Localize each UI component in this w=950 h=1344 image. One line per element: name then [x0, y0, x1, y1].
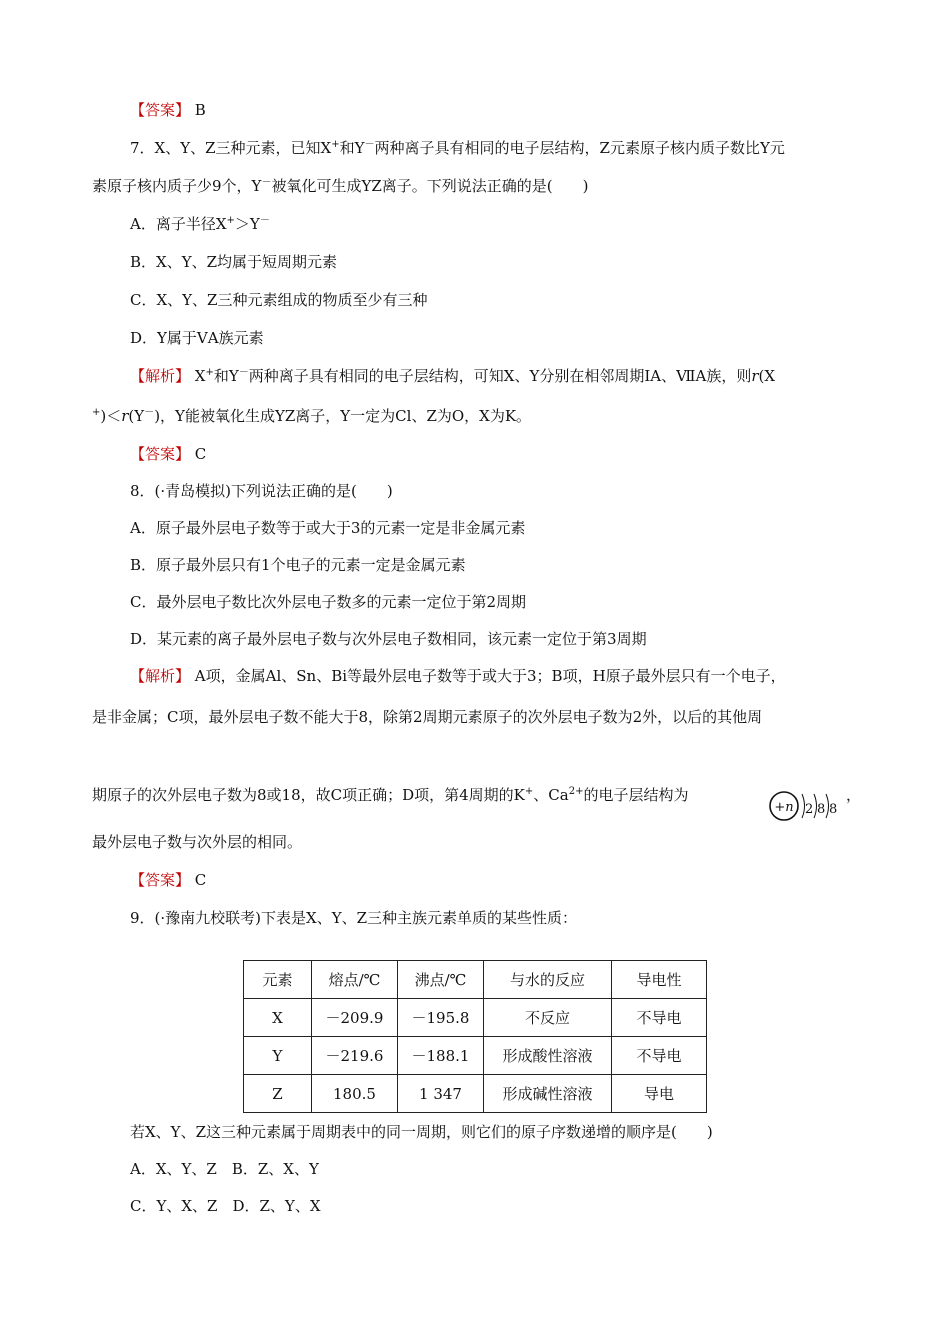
analysis-tag: 【解析】: [130, 667, 191, 685]
table-row: [244, 1075, 707, 1113]
table-cell: －195.8: [398, 999, 484, 1037]
table-header-row: [244, 961, 707, 999]
q9-options-line1: A．X、Y、Z B．Z、X、Y: [130, 1160, 319, 1178]
table-header: 与水的反应: [484, 961, 612, 999]
q7-option-c: C．X、Y、Z三种元素组成的物质至少有三种: [130, 291, 428, 309]
q9-question: 若X、Y、Z这三种元素属于周期表中的同一周期，则它们的原子序数递增的顺序是( ): [130, 1123, 713, 1141]
q8-analysis-line4: 最外层电子数与次外层的相同。: [92, 833, 303, 851]
table-cell: －219.6: [312, 1037, 398, 1075]
table-header: 元素: [244, 961, 312, 999]
table-cell: 不反应: [484, 999, 612, 1037]
q8-option-c: C．最外层电子数比次外层电子数多的元素一定位于第2周期: [130, 593, 527, 611]
analysis-tag: 【解析】: [130, 367, 191, 385]
q7-stem-line1: 7．X、Y、Z三种元素，已知X+和Y－两种离子具有相同的电子层结构，Z元素原子核内质子数比Y元: [130, 139, 785, 157]
table-cell: Z: [244, 1075, 312, 1113]
q9-options-line2: C．Y、X、Z D．Z、Y、X: [130, 1197, 321, 1215]
q8-analysis-line3: 期原子的次外层电子数为8或18，故C项正确；D项，第4周期的K+、$Ca^{2+}$的电子层结构为: [92, 786, 689, 804]
table-row: [244, 999, 707, 1037]
table-cell: 导电: [612, 1075, 707, 1113]
q8-analysis-line2: 是非金属；C项，最外层电子数不能大于8，除第2周期元素原子的次外层电子数为2外，以后的其他周: [92, 708, 763, 726]
q7-analysis-line1: 【解析】 X+和Y－两种离子具有相同的电子层结构，可知X、Y分别在相邻周期ⅠA、ⅦA族，则r(X: [130, 367, 776, 385]
answer-tag: 【答案】: [130, 101, 191, 119]
q8-option-d: D．某元素的离子最外层电子数与次外层电子数相同，该元素一定位于第3周期: [130, 630, 647, 648]
table-header: 沸点/℃: [398, 961, 484, 999]
shell-electrons-2: 8: [817, 802, 826, 817]
answer-value: C: [194, 445, 207, 463]
table-cell: 180.5: [312, 1075, 398, 1113]
shell-electrons-1: 2: [805, 802, 814, 817]
table-cell: X: [244, 999, 312, 1037]
shell-electrons-3: 8: [829, 802, 838, 817]
q8-option-a: A．原子最外层电子数等于或大于3的元素一定是非金属元素: [130, 519, 526, 537]
table-cell: －209.9: [312, 999, 398, 1037]
q9-stem: 9．(·豫南九校联考)下表是X、Y、Z三种主族元素单质的某些性质：: [130, 909, 578, 927]
table-cell: 形成酸性溶液: [484, 1037, 612, 1075]
q8-stem: 8．(·青岛模拟)下列说法正确的是( ): [130, 482, 393, 500]
q7-answer: [130, 443, 206, 465]
atom-structure-diagram: [767, 789, 847, 823]
q7-option-b: B．X、Y、Z均属于短周期元素: [130, 253, 338, 271]
table-cell: 不导电: [612, 1037, 707, 1075]
q6-answer: [130, 99, 206, 121]
table-cell: 1 347: [398, 1075, 484, 1113]
answer-value: C: [194, 871, 207, 889]
nucleus-label: +n: [774, 800, 794, 815]
table-header: 熔点/℃: [312, 961, 398, 999]
element-properties-table: [243, 960, 707, 1113]
answer-tag: 【答案】: [130, 871, 191, 889]
table-cell: 不导电: [612, 999, 707, 1037]
table-header: 导电性: [612, 961, 707, 999]
table-row: [244, 1037, 707, 1075]
q7-option-a: A．离子半径X+＞Y－: [130, 215, 270, 233]
q8-option-b: B．原子最外层只有1个电子的元素一定是金属元素: [130, 556, 466, 574]
q7-option-d: D．Y属于ⅤA族元素: [130, 329, 264, 347]
table-cell: －188.1: [398, 1037, 484, 1075]
table-cell: Y: [244, 1037, 312, 1075]
table-cell: 形成碱性溶液: [484, 1075, 612, 1113]
answer-value: B: [194, 101, 206, 119]
q8-answer: [130, 869, 206, 891]
q7-stem-line2: 素原子核内质子少9个，Y－被氧化可生成YZ离子。下列说法正确的是( ): [92, 177, 589, 195]
q8-analysis-line1: 【解析】 A项，金属Al、Sn、Bi等最外层电子数等于或大于3；B项，H原子最外层只有一个电子，: [130, 667, 786, 685]
q7-analysis-line2: +)＜r(Y－)，Y能被氧化生成YZ离子，Y一定为Cl、Z为O，X为K。: [92, 407, 532, 425]
answer-tag: 【答案】: [130, 445, 191, 463]
q8-analysis-comma: ，: [846, 786, 862, 804]
